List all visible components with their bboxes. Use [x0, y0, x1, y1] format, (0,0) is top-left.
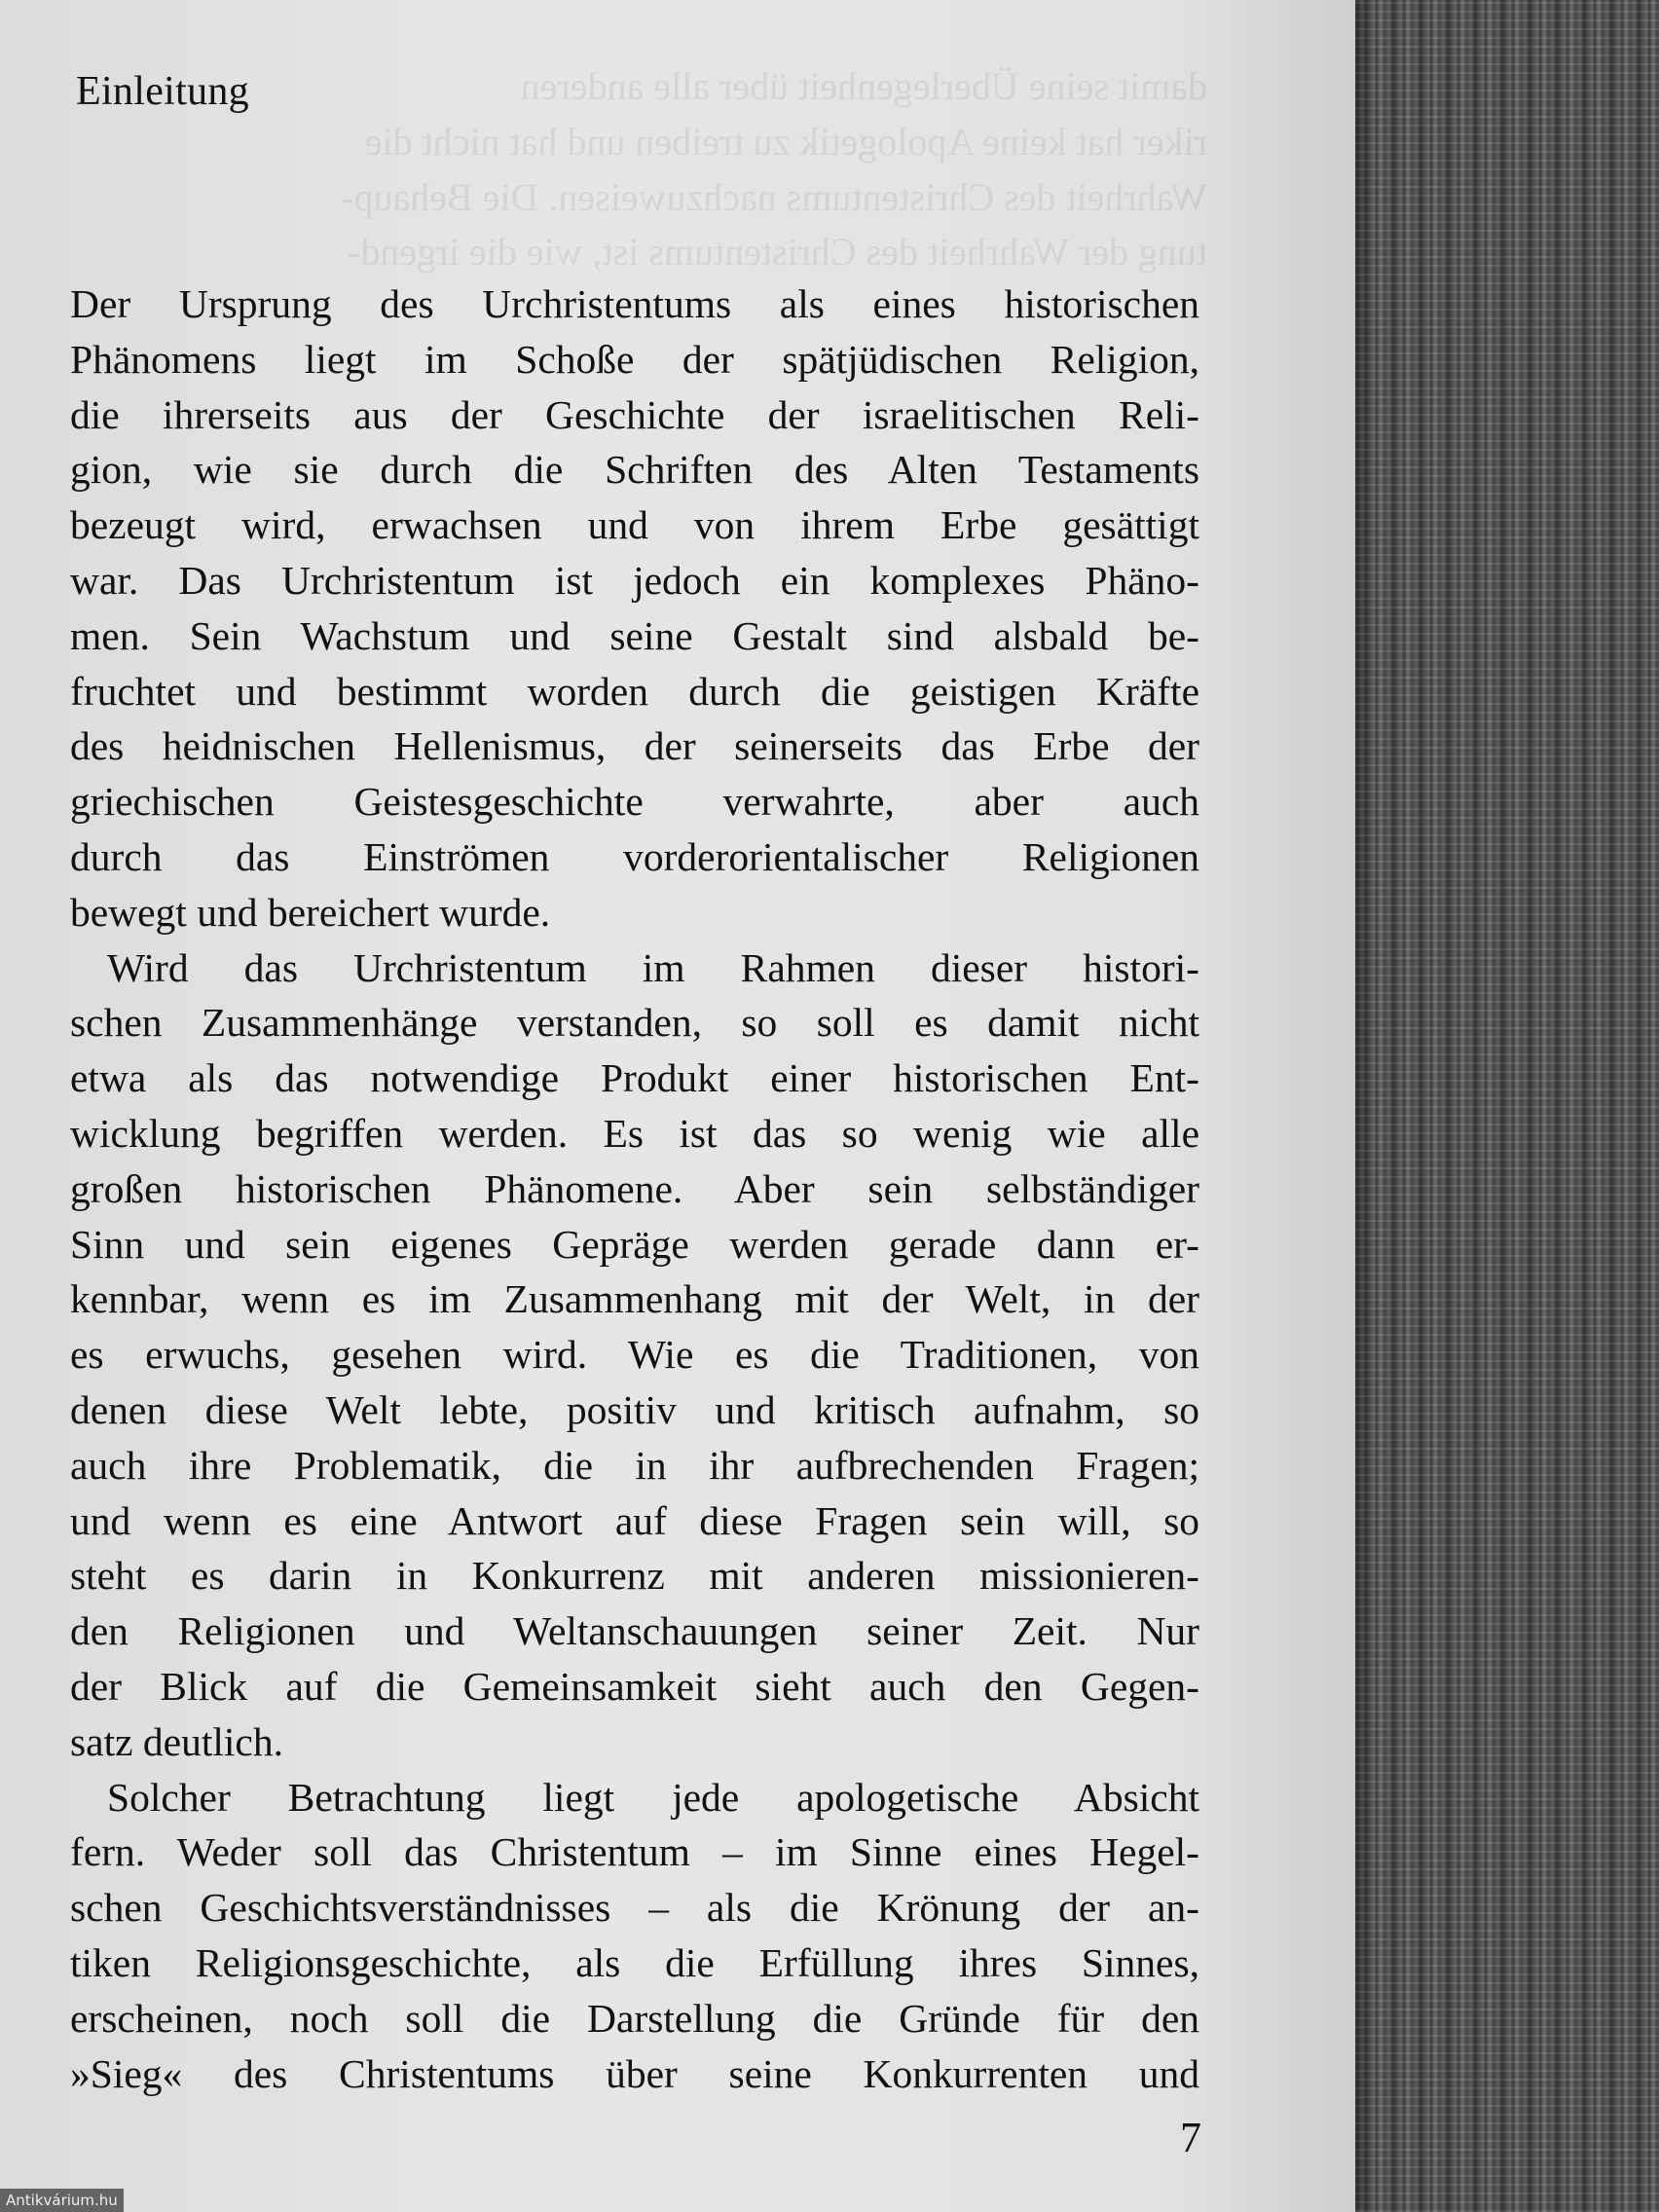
text-line: Solcher Betrachtung liegt jede apologetische Absicht	[107, 1774, 1199, 1820]
chapter-heading: Einleitung	[76, 69, 249, 114]
paragraph-3	[70, 1770, 1199, 2102]
bleed-line: Wahrheit des Christentums nachzuweisen. Die Behaup-	[341, 174, 1207, 219]
text-line: durch das Einströmen vorderorientalischer Religionen	[70, 833, 1199, 879]
text-line: Sinn und sein eigenes Gepräge werden gerade dann er-	[70, 1221, 1199, 1267]
text-line: denen diese Welt lebte, positiv und kritisch aufnahm, so	[70, 1386, 1199, 1432]
text-line: der Blick auf die Gemeinsamkeit sieht auch den Gegen-	[70, 1663, 1199, 1709]
text-line: den Religionen und Weltanschauungen seiner Zeit. Nur	[70, 1608, 1199, 1654]
text-line: erscheinen, noch soll die Darstellung die Gründe für den	[70, 1995, 1199, 2041]
page-number: 7	[1180, 2114, 1201, 2161]
text-line: schen Geschichtsverständnisses – als die Krönung der an-	[70, 1885, 1199, 1931]
text-line: griechischen Geistesgeschichte verwahrte, aber auch	[70, 779, 1199, 825]
text-line: bezeugt wird, erwachsen und von ihrem Erbe gesättigt	[70, 502, 1199, 548]
text-line: gion, wie sie durch die Schriften des Alten Testaments	[70, 447, 1199, 493]
text-line: tiken Religionsgeschichte, als die Erfüllung ihres Sinnes,	[70, 1939, 1199, 1985]
body-text	[70, 276, 1199, 2101]
bleed-through-text	[341, 58, 1207, 279]
text-line: und wenn es eine Antwort auf diese Fragen sein will, so	[70, 1497, 1199, 1543]
text-line: Phänomens liegt im Schoße der spätjüdischen Religion,	[70, 336, 1199, 382]
text-line: fruchtet und bestimmt worden durch die geistigen Kräfte	[70, 668, 1199, 714]
text-line: auch ihre Problematik, die in ihr aufbrechenden Fragen;	[70, 1442, 1199, 1488]
text-line: satz deutlich.	[70, 1718, 283, 1764]
wooden-surface	[1344, 0, 1659, 2212]
text-line: fern. Weder soll das Christentum – im Sinne eines Hegel-	[70, 1829, 1199, 1875]
text-line: men. Sein Wachstum und seine Gestalt sind alsbald be-	[70, 612, 1199, 658]
text-line: es erwuchs, gesehen wird. Wie es die Traditionen, von	[70, 1332, 1199, 1378]
paragraph-1	[70, 276, 1199, 940]
text-line: großen historischen Phänomene. Aber sein selbständiger	[70, 1165, 1199, 1211]
text-line: des heidnischen Hellenismus, der seinerseits das Erbe der	[70, 723, 1199, 769]
text-line: »Sieg« des Christentums über seine Konkurrenten und	[70, 2050, 1199, 2096]
text-line: die ihrerseits aus der Geschichte der israelitischen Reli-	[70, 391, 1199, 437]
bleed-line: tung der Wahrheit des Christentums ist, wie die irgend-	[348, 230, 1207, 275]
paragraph-2	[70, 940, 1199, 1770]
text-line: bewegt und bereichert wurde.	[70, 889, 551, 935]
text-line: Wird das Urchristentum im Rahmen dieser histori-	[107, 944, 1199, 990]
text-line: kennbar, wenn es im Zusammenhang mit der Welt, in der	[70, 1276, 1199, 1322]
watermark: Antikvárium.hu	[0, 2189, 124, 2212]
text-line: etwa als das notwendige Produkt einer historischen Ent-	[70, 1055, 1199, 1101]
text-line: steht es darin in Konkurrenz mit anderen missionieren-	[70, 1553, 1199, 1599]
text-line: Der Ursprung des Urchristentums als eines historischen	[70, 281, 1199, 326]
text-line: war. Das Urchristentum ist jedoch ein komplexes Phäno-	[70, 557, 1199, 603]
text-line: schen Zusammenhänge verstanden, so soll es damit nicht	[70, 1000, 1199, 1046]
bleed-line: riker hat keine Apologetik zu treiben und hat nicht die	[364, 119, 1207, 164]
bleed-line: damit seine Überlegenheit über alle anderen	[520, 64, 1207, 108]
text-line: wicklung begriffen werden. Es ist das so wenig wie alle	[70, 1110, 1199, 1156]
